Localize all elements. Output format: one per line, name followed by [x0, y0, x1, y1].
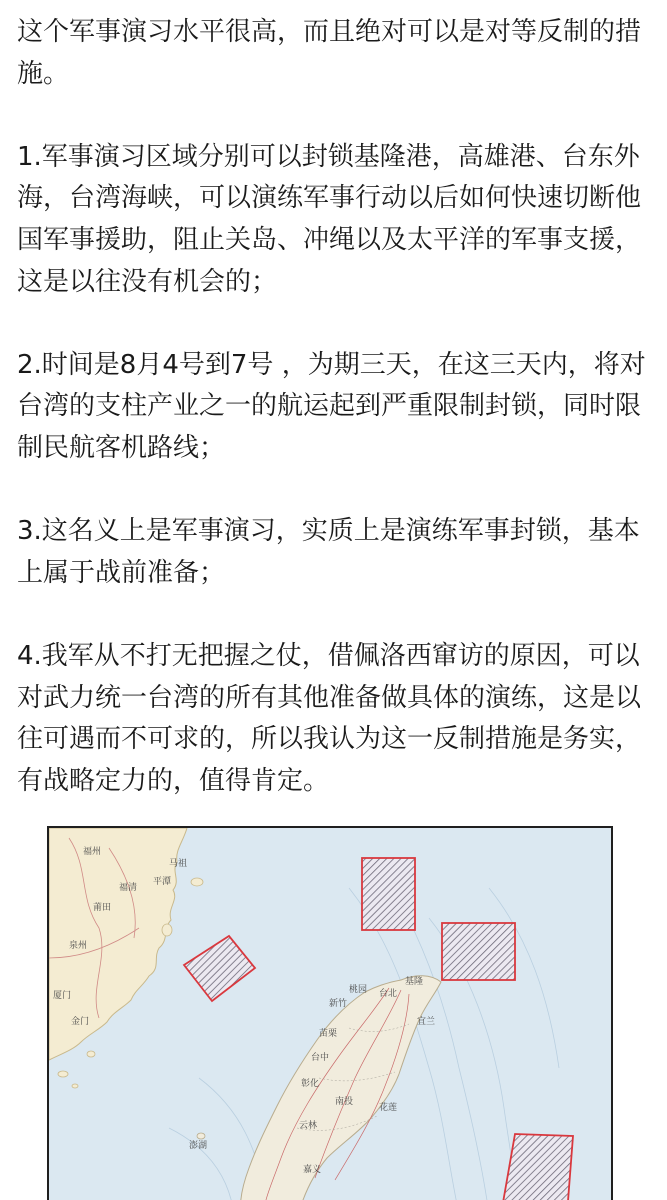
post-paragraph-intro: 这个军事演习水平很高，而且绝对可以是对等反制的措施。	[17, 17, 642, 89]
map-label: 彰化	[301, 1079, 320, 1089]
map-label: 云林	[299, 1121, 318, 1131]
island	[58, 1071, 68, 1077]
map-label: 马祖	[169, 859, 188, 869]
map-label: 宜兰	[417, 1017, 436, 1027]
island	[72, 1084, 78, 1088]
map-label: 平潭	[153, 877, 172, 887]
penghu-island	[197, 1133, 205, 1139]
map-label: 基隆	[405, 977, 424, 987]
map-label: 厦门	[53, 991, 72, 1001]
exercise-map	[49, 828, 611, 1200]
map-label: 花莲	[379, 1103, 398, 1113]
map-label: 台中	[311, 1053, 330, 1063]
post-paragraph-point-3: 3.这名义上是军事演习，实质上是演练军事封锁，基本上属于战前准备；	[17, 516, 640, 588]
island	[191, 878, 203, 886]
post-body	[17, 12, 649, 802]
map-label: 台北	[379, 989, 398, 999]
map-label: 泉州	[69, 941, 88, 951]
map-label: 嘉义	[303, 1165, 322, 1175]
map-label: 澎湖	[189, 1141, 208, 1151]
map-label: 金门	[71, 1017, 90, 1027]
island	[87, 1051, 95, 1057]
post-paragraph-point-4: 4.我军从不打无把握之仗，借佩洛西窜访的原因，可以对武力统一台湾的所有其他准备做具体的演练，这是以往可遇而不可求的，所以我认为这一反制措施是务实，有战略定力的，值得肯定。	[17, 640, 642, 796]
map-label: 南投	[335, 1097, 354, 1107]
post-paragraph-point-1: 1.军事演习区域分别可以封锁基隆港，高雄港、台东外海，台湾海峡，可以演练军事行动以后如何快速切断他国军事援助，阻止关岛、冲绳以及太平洋的军事支援，这是以往没有机会的；	[17, 141, 642, 297]
map-label: 桃园	[349, 985, 368, 995]
map-label: 福清	[119, 883, 138, 893]
exercise-zone-northeast	[442, 923, 515, 980]
map-label: 莆田	[93, 903, 112, 913]
exercise-map-image[interactable]	[47, 826, 613, 1200]
island	[162, 924, 172, 936]
map-label: 苗栗	[319, 1029, 338, 1039]
exercise-zone-north	[362, 858, 415, 930]
post-paragraph-point-2: 2.时间是8月4号到7号 ，为期三天，在这三天内，将对台湾的支柱产业之一的航运起到严重限制封锁，同时限制民航客机路线；	[17, 349, 646, 463]
map-label: 福州	[83, 847, 102, 857]
map-label: 新竹	[329, 999, 348, 1009]
